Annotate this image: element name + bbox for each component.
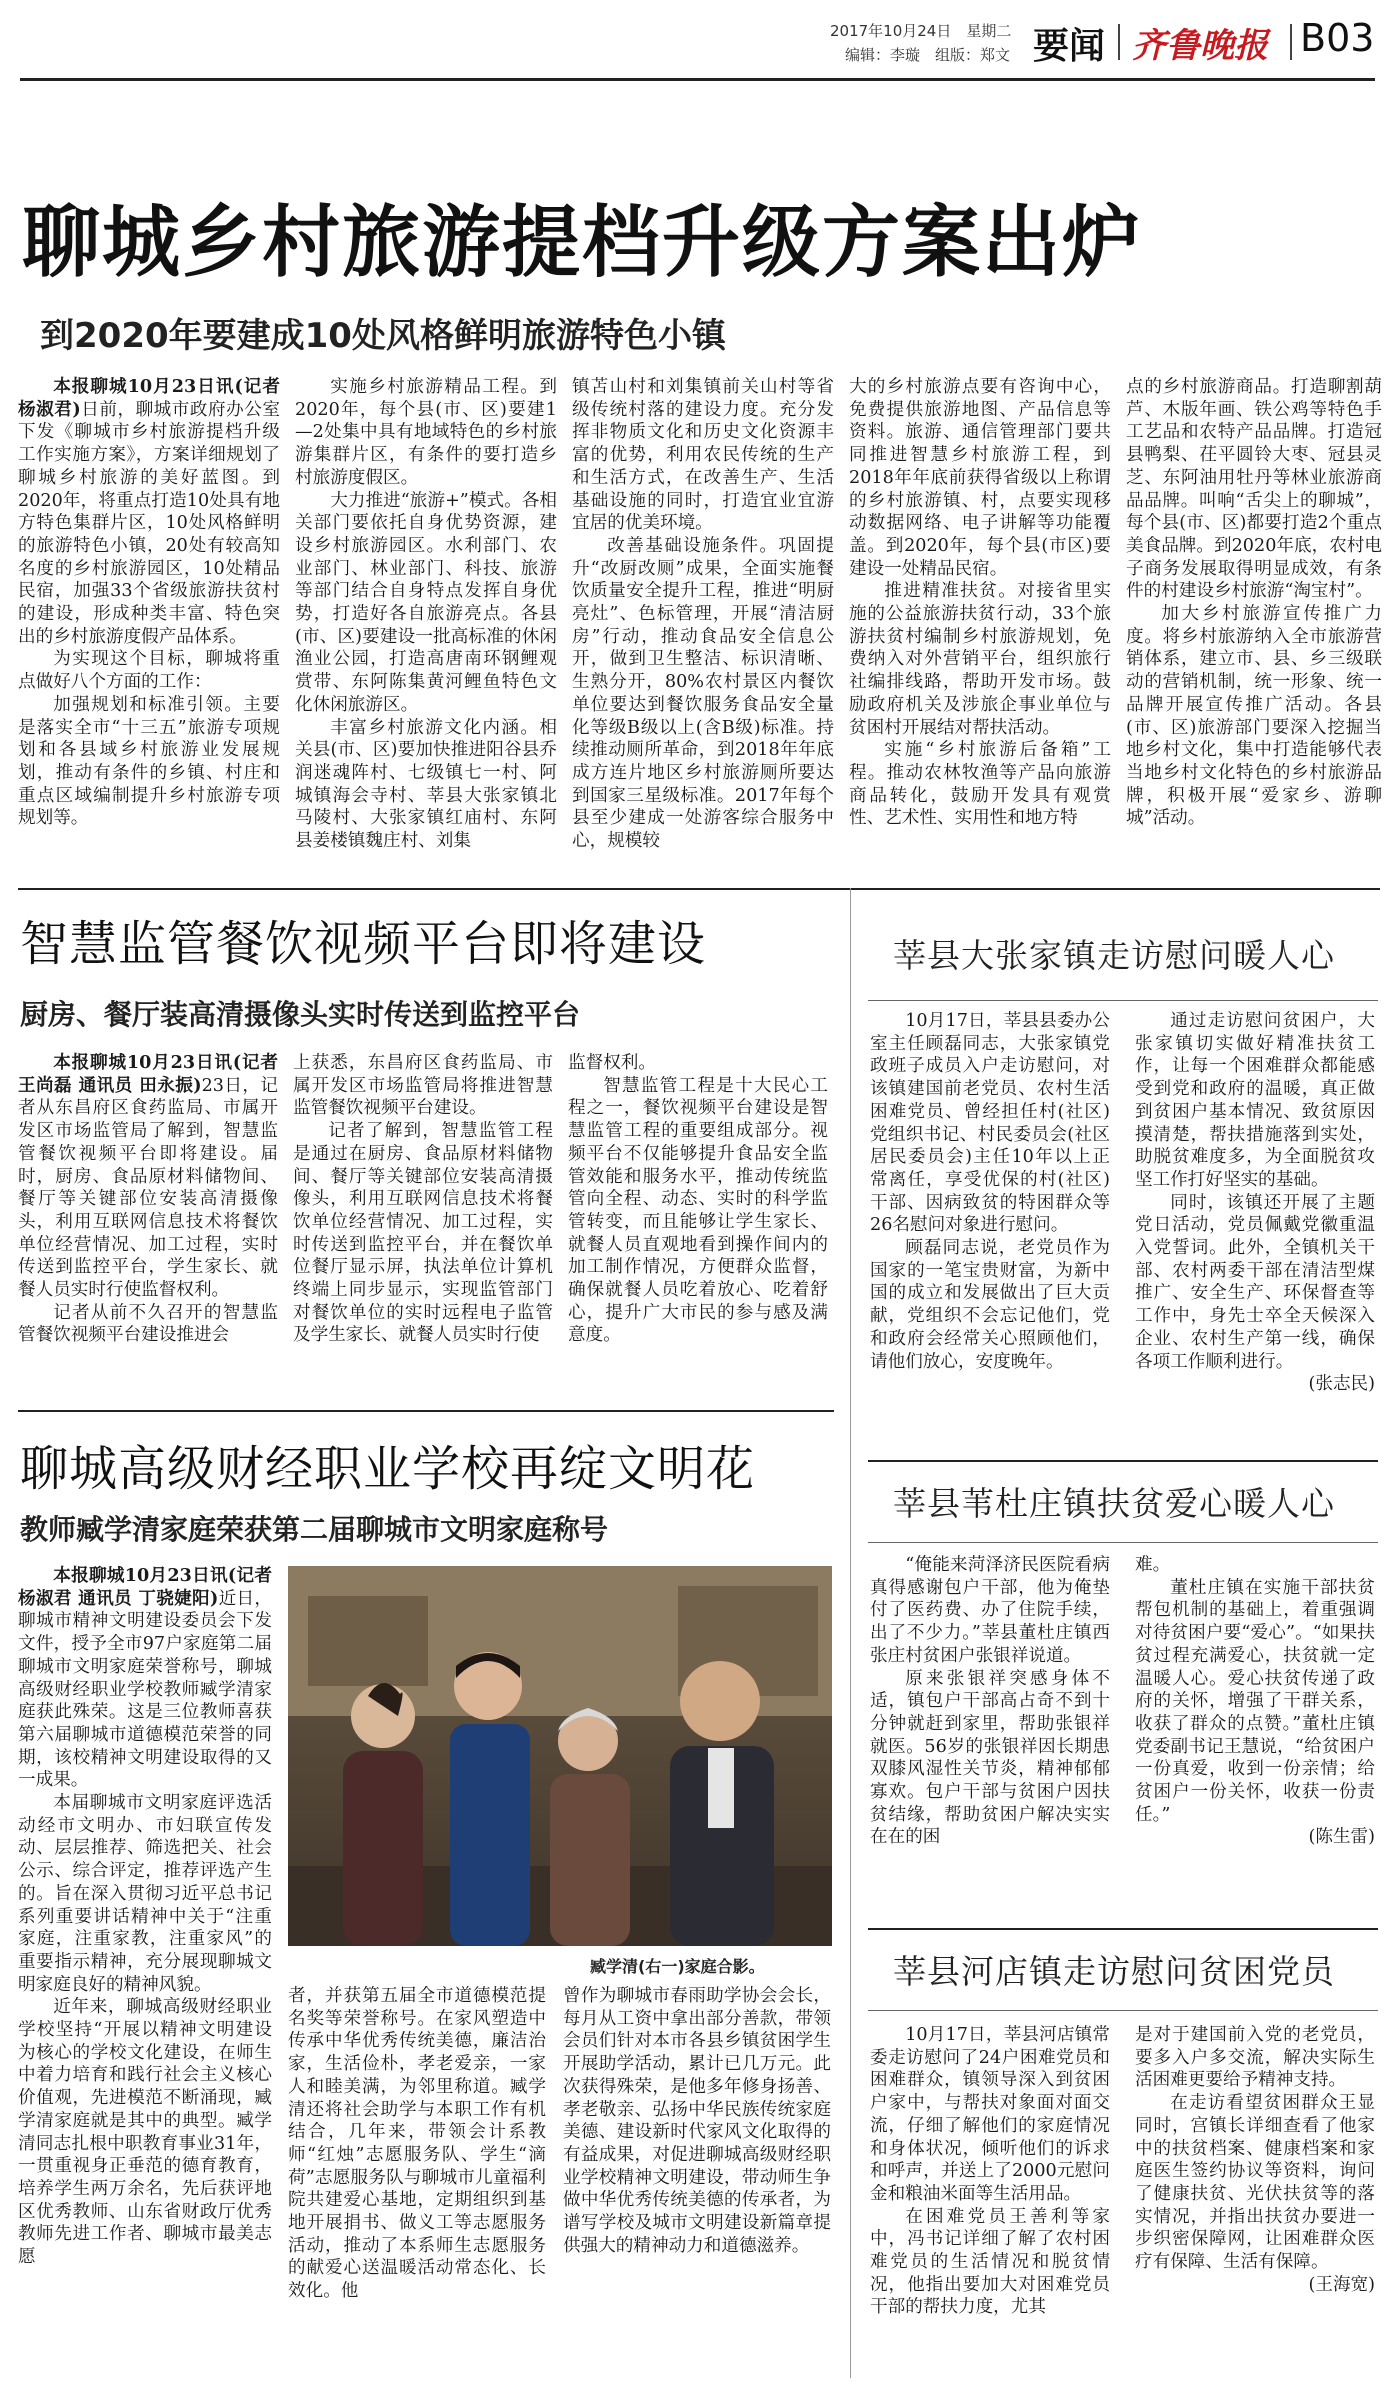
divider-brief1 (868, 1460, 1378, 1462)
article1-col2 (295, 376, 557, 853)
brief2-underline (868, 1542, 1378, 1543)
divider-1 (18, 888, 1380, 890)
photo-illustration (288, 1566, 832, 1946)
brief1-title: 莘县大张家镇走访慰问暖人心 (893, 936, 1335, 975)
brief1-signature: (张志民) (1308, 1374, 1375, 1395)
article2-p2: 记者从前不久召开的智慧监管餐饮视频平台建设推进会 (18, 1302, 278, 1346)
brief2-p1: “俺能来菏泽济民医院看病真得感谢包户干部，他为俺垫付了医药费、办了住院手续，出了不少力。”莘县董杜庄镇西张庄村贫困户张银祥说道。 (870, 1555, 1110, 1666)
article1-p5: 大力推进“旅游+”模式。各相关部门要依托自身优势资源，建设乡村旅游园区。水利部门、农业部门、林业部门、科技、旅游等部门结合自身特点发挥自身优势，打造好各自旅游亮点。各县(市、区)要建设一批高标准的休闲渔业公园，打造高唐南环钢鲤观赏带、东阿陈集黄河鲤鱼特色文化休闲旅游区。 (295, 490, 557, 715)
brief1-underline (868, 1000, 1378, 1001)
brief3-p4: 在走访看望贫困群众王显同时，宫镇长详细查看了他家中的扶贫档案、健康档案和家庭医生签约协议等资料，询问了健康扶贫、光伏扶贫等的落实情况，并指出扶贫办要进一步织密保障网，让困难群众医疗有保障、生活有保障。 (1135, 2093, 1375, 2273)
article1-col1 (18, 376, 280, 830)
brief3-p3: 是对于建国前入党的老党员，要多入户多交流，解决实际生活困难更要给予精神支持。 (1135, 2025, 1375, 2091)
article2-p1: 本报聊城10月23日讯(记者 王尚磊 通讯员 田永振)23日，记者从东昌府区食药监局、市属开发区市场监管局了解到，智慧监管餐饮视频平台即将建设。届时，厨房、食品原材料储物间、餐厅等关键部位安装高清摄像头，利用互联网信息技术将餐饮单位经营情况、加工过程，实时传送到监控平台，学生家长、就餐人员实时行使监督权利。 (18, 1052, 278, 1301)
article2-p6: 智慧监管工程是十大民心工程之一，餐饮视频平台建设是智慧监管工程的重要组成部分。视频平台不仅能够提升食品安全监管效能和服务水平，推动传统监管向全程、动态、实时的科学监管转变，而且能够让学生家长、就餐人员直观地看到操作间内的加工制作情况，方便群众监督，确保就餐人员吃着放心、吃着舒心，提升广大市民的参与感及满意度。 (568, 1075, 828, 1346)
article3-col3 (563, 1985, 831, 2257)
article2-col2 (293, 1052, 553, 1347)
family-photo (288, 1566, 832, 1946)
masthead-divider (1118, 24, 1120, 60)
article2-col1 (18, 1052, 278, 1347)
article1-p13: 加大乡村旅游宣传推广力度。将乡村旅游纳入全市旅游营销体系，建立市、县、乡三级联动的营销机制，统一形象、统一品牌开展宣传推广活动。各县(市、区)旅游部门要深入挖掘当地乡村文化，集中打造能够代表当地乡村文化特色的乡村旅游品牌，积极开展“爱家乡、游聊城”活动。 (1126, 604, 1382, 829)
brief3-title: 莘县河店镇走访慰问贫困党员 (893, 1952, 1335, 1991)
article3-col1 (18, 1565, 272, 2269)
article1-subtitle: 到2020年要建成10处风格鲜明旅游特色小镇 (40, 316, 726, 356)
article3-title: 聊城高级财经职业学校再绽文明花 (20, 1441, 756, 1497)
brief1-p1: 10月17日，莘县县委办公室主任顾磊同志，大张家镇党政班子成员入户走访慰问，对该镇建国前老党员、农村生活困难党员、曾经担任村(社区)党组织书记、村民委员会(社区居民委员会)主任10年以上正常离任，享受优保的村(社区)干部、因病致贫的特困群众等26名慰问对象进行慰问。 (870, 1011, 1110, 1236)
brief3-col1 (870, 2024, 1110, 2319)
issue-date: 2017年10月24日 星期二 (830, 22, 1012, 40)
brief2-col1 (870, 1554, 1110, 1849)
article1-col3 (572, 376, 834, 853)
photo-caption: 臧学清(右一)家庭合影。 (590, 1957, 765, 1976)
article3-p3: 近年来，聊城高级财经职业学校坚持“开展以精神文明建设为核心的学校文化建设，在师生中着力培育和践行社会主义核心价值观，先进模范不断涌现，臧学清家庭就是其中的典型。臧学清同志扎根中职教育事业31年，一贯重视身正垂范的德育教育，培养学生两万余名，先后获评地区优秀教师、山东省财政厅优秀教师先进工作者、聊城市最美志愿 (18, 1997, 272, 2268)
brief3-p2: 在困难党员王善利等家中，冯书记详细了解了农村困难党员的生活情况和脱贫情况，他指出要加大对困难党员干部的帮扶力度，尤其 (870, 2206, 1110, 2318)
article3-p1: 本报聊城10月23日讯(记者 杨淑君 通讯员 丁骁婕阳)近日，聊城市精神文明建设委员会下发文件，授予全市97户家庭第二届聊城市文明家庭荣誉称号，聊城高级财经职业学校教师臧学清家庭获此殊荣。这是三位教师喜获第六届聊城市道德模范荣誉的同期，该校精神文明建设取得的又一成果。 (18, 1565, 272, 1791)
brief1-p3: 通过走访慰问贫困户，大张家镇切实做好精准扶贫工作，让每一个困难群众都能感受到党和政府的温暖，真正做到贫困户基本情况、致贫原因摸清楚，帮扶措施落到实处，助脱贫难度多，为全面脱贫攻坚工作打好坚实的基础。 (1135, 1011, 1375, 1190)
brief2-p2: 原来张银祥突感身体不适，镇包户干部高占奇不到十分钟就赶到家里，帮助张银祥就医。56岁的张银祥因长期患双膝风湿性关节炎，精神郁郁寡欢。包户干部与贫困户因扶贫结缘，帮助贫困户解决实实在在的困 (870, 1668, 1110, 1848)
brief2-title: 莘县苇杜庄镇扶贫爱心暖人心 (893, 1484, 1335, 1523)
article3-p2: 本届聊城市文明家庭评选活动经市文明办、市妇联宣传发动、层层推荐、筛选把关、社会公示、综合评定，推荐评选产生的。旨在深入贯彻习近平总书记系列重要讲话精神中关于“注重家庭，注重家教，注重家风”的重要指示精神，充分展现聊城文明家庭良好的精神风貌。 (18, 1793, 272, 1995)
article1-p11: 实施“乡村旅游后备箱”工程。推动农林牧渔等产品向旅游商品转化，鼓励开发具有观赏性、艺术性、实用性和地方特 (849, 740, 1111, 829)
article1-p9: 大的乡村旅游点要有咨询中心，免费提供旅游地图、产品信息等资料。旅游、通信管理部门要共同推进智慧乡村旅游工程，到2018年年底前获得省级以上称谓的乡村旅游镇、村，点要实现移动数据网络、电子讲解等功能覆盖。到2020年，每个县(市区)要建设一处精品民宿。 (849, 377, 1111, 579)
article2-p5: 监督权利。 (568, 1053, 656, 1073)
right-column-divider (850, 888, 851, 2378)
paper-logo: 齐鲁晚报 (1132, 26, 1268, 66)
top-rule (20, 78, 1375, 81)
article1-p12: 点的乡村旅游商品。打造聊割葫芦、木版年画、铁公鸡等特色手工艺品和农特产品品牌。打造冠县鸭梨、茌平圆铃大枣、冠县灵芝、东阿油用牡丹等林业旅游商品品牌。叫响“舌尖上的聊城”，每个县(市、区)都要打造2个重点美食品牌。到2020年底，农村电子商务发展取得明显成效，有条件的村建设乡村旅游“淘宝村”。 (1126, 377, 1382, 602)
section-name: 要闻 (1033, 26, 1106, 67)
brief1-p2: 顾磊同志说，老党员作为国家的一笔宝贵财富，为新中国的成立和发展做出了巨大贡献，党组织不会忘记他们，党和政府会经常关心照顾他们，请他们放心，安度晚年。 (870, 1238, 1110, 1372)
brief3-signature: (王海宽) (1308, 2274, 1375, 2295)
brief1-p4: 同时，该镇还开展了主题党日活动，党员佩戴党徽重温入党誓词。此外，全镇机关干部、农村两委干部在清洁型煤推广、安全生产、环保督查等工作中，身先士卒全天候深入企业、农村生产第一线，确保各项工作顺利进行。 (1135, 1192, 1375, 1372)
brief3-underline (868, 2010, 1378, 2011)
article2-title: 智慧监管餐饮视频平台即将建设 (20, 916, 707, 972)
brief2-col2 (1135, 1554, 1375, 1849)
article1-p4: 实施乡村旅游精品工程。到2020年，每个县(市、区)要建1—2处集中具有地域特色的乡村旅游集群片区，有条件的要打造乡村旅游度假区。 (295, 377, 557, 488)
article2-col3 (568, 1052, 828, 1347)
article2-p3: 上获悉，东昌府区食药监局、市属开发区市场监管局将推进智慧监管餐饮视频平台建设。 (293, 1053, 553, 1119)
article1-p6: 丰富乡村旅游文化内涵。相关县(市、区)要加快推进阳谷县乔润迷魂阵村、七级镇七一村、阿城镇海会寺村、莘县大张家镇北马陵村、大张家镇红庙村、东阿县姜楼镇魏庄村、刘集 (295, 717, 557, 852)
article3-subtitle: 教师臧学清家庭荣获第二届聊城市文明家庭称号 (20, 1513, 609, 1546)
article3-p5: 曾作为聊城市春雨助学协会会长，每月从工资中拿出部分善款，带领会员们针对本市各县乡镇贫困学生开展助学活动，累计已几万元。此次获得殊荣，是他多年修身扬善、孝老敬亲、弘扬中华民族传统家庭美德、建设新时代家风文化取得的有益成果，对促进聊城高级财经职业学校精神文明建设，带动师生争做中华优秀传统美德的传承者，为谱写学校及城市文明建设新篇章提供强大的精神动力和道德滋养。 (563, 1986, 831, 2256)
brief2-p3: 难。 (1135, 1555, 1171, 1575)
brief3-p1: 10月17日，莘县河店镇常委走访慰问了24户困难党员和困难群众，镇领导深入到贫困户家中，与帮扶对象面对面交流，仔细了解他们的家庭情况和身体状况，倾听他们的诉求和呼声，并送上了2000元慰问金和粮油米面等生活用品。 (870, 2025, 1110, 2204)
article1-p8: 改善基础设施条件。巩固提升“改厨改厕”成果，全面实施餐饮质量安全提升工程，推进“明厨亮灶”、色标管理，开展“清洁厨房”行动，推动食品安全信息公开，做到卫生整洁、标识清晰、生熟分开，80%农村景区内餐饮单位要达到餐饮服务食品安全量化等级B级以上(含B级)标准。持续推动厕所革命，到2018年年底成方连片地区乡村旅游厕所要达到国家三星级标准。2017年每个县至少建成一处游客综合服务中心，规模较 (572, 535, 834, 852)
article1-p7: 镇苫山村和刘集镇前关山村等省级传统村落的建设力度。充分发挥非物质文化和历史文化资源丰富的优势，利用农民传统的生产和生活方式，在改善生产、生活基础设施的同时，打造宜业宜游宜居的优美环境。 (572, 377, 834, 534)
article3-p4: 者，并获第五届全市道德模范提名奖等荣誉称号。在家风塑造中传承中华优秀传统美德，廉洁治家，生活俭朴，孝老爱亲，一家人和睦美满，为邻里称道。臧学清还将社会助学与本职工作有机结合，几年来，带领会计系教师“红烛”志愿服务队、学生“滴荷”志愿服务队与聊城市儿童福利院共建爱心基地，定期组织到基地开展捐书、做义工等志愿服务活动，推动了本系师生志愿服务的献爱心送温暖活动常态化、长效化。他 (288, 1986, 546, 2302)
brief1-col1 (870, 1010, 1110, 1373)
masthead-divider-2 (1290, 24, 1292, 60)
article1-p3: 加强规划和标准引领。主要是落实全市“十三五”旅游专项规划和各县域乡村旅游业发展规划，推动有条件的乡镇、村庄和重点区域编制提升乡村旅游专项规划等。 (18, 694, 280, 829)
article2-p4: 记者了解到，智慧监管工程是通过在厨房、食品原材料储物间、餐厅等关键部位安装高清摄像头，利用互联网信息技术将餐饮单位经营情况、加工过程，实时传送到监控平台，并在餐饮单位餐厅显示屏，执法单位计算机终端上同步显示，实现监管部门对餐饮单位的实时远程电子监管及学生家长、就餐人员实时行使 (293, 1121, 553, 1346)
article1-p1: 本报聊城10月23日讯(记者 杨淑君)日前，聊城市政府办公室下发《聊城市乡村旅游提档升级工作实施方案》，方案详细规划了聊城乡村旅游的美好蓝图。到2020年，将重点打造10处具有地方特色集群片区，10处风格鲜明的旅游特色小镇，20处有较高知名度的乡村旅游园区，10处精品民宿，加强33个省级旅游扶贫村的建设，形成种类丰富、特色突出的乡村旅游度假产品体系。 (18, 376, 280, 647)
article1-p10: 推进精准扶贫。对接省里实施的公益旅游扶贫行动，33个旅游扶贫村编制乡村旅游规划，免费纳入对外营销平台，组织旅行社编排线路，帮助开发市场。鼓励政府机关及涉旅企事业单位与贫困村开展结对帮扶活动。 (849, 581, 1111, 738)
divider-2 (18, 1410, 834, 1412)
divider-brief2 (868, 1928, 1378, 1930)
article1-col4 (849, 376, 1111, 830)
editor-line: 编辑：李璇 组版：郑文 (845, 46, 1011, 64)
brief1-col2 (1135, 1010, 1375, 1396)
article1-title: 聊城乡村旅游提档升级方案出炉 (22, 198, 1143, 288)
article2-subtitle: 厨房、餐厅装高清摄像头实时传送到监控平台 (20, 998, 581, 1031)
page-number: B03 (1300, 16, 1375, 60)
brief2-p4: 董杜庄镇在实施干部扶贫帮包机制的基础上，着重强调对待贫困户要“爱心”。“如果扶贫过程充满爱心，扶贫就一定温暖人心。爱心扶贫传递了政府的关怀，增强了干群关系，收获了群众的点赞。”董杜庄镇党委副书记王慧说，“给贫困户一份真爱，收到一份亲情；给贫困户一份关怀，收获一份责任。” (1135, 1577, 1375, 1825)
article3-col2 (288, 1985, 546, 2303)
brief3-col2 (1135, 2024, 1375, 2296)
article1-p2: 为实现这个目标，聊城将重点做好八个方面的工作： (18, 649, 280, 693)
brief2-signature: (陈生雷) (1308, 1827, 1375, 1848)
article1-col5 (1126, 376, 1382, 830)
